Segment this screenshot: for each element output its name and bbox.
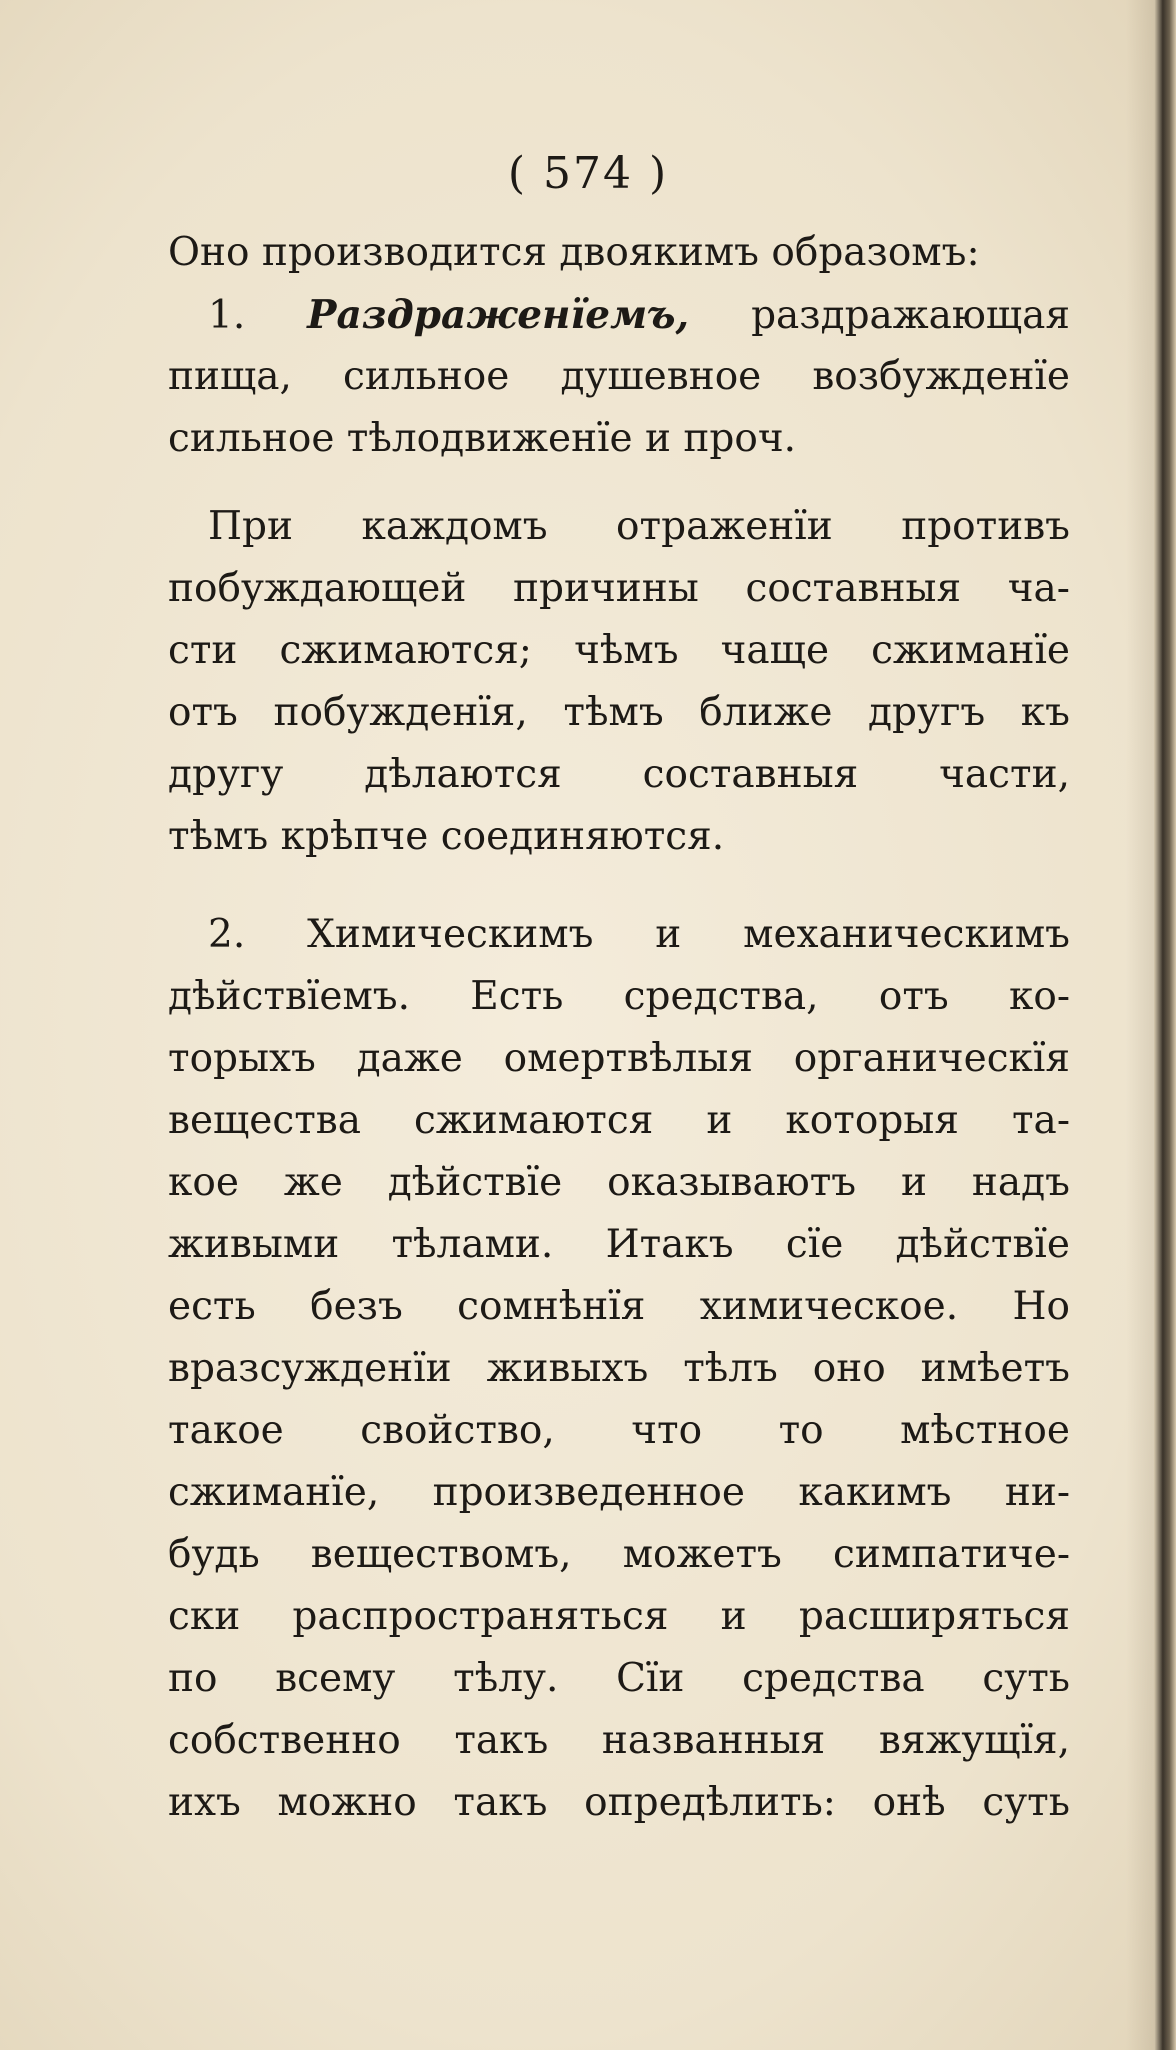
text-line: ихъ можно такъ опредѣлить: онѣ суть — [168, 1780, 1070, 1825]
text-line: сжиманïе, произведенное какимъ ни- — [168, 1470, 1070, 1515]
text-line: тѣмъ крѣпче соединяются. — [168, 814, 725, 859]
text-line: дѣйствïемъ. Есть средства, отъ ко- — [168, 974, 1070, 1019]
item-number: 1. — [208, 293, 246, 338]
paragraph-gap — [168, 868, 1070, 904]
text-line: ски распространяться и расширяться — [168, 1594, 1070, 1639]
text-line: Оно производится двоякимъ образомъ: — [168, 230, 980, 275]
binding-shadow — [1126, 0, 1154, 2050]
text-line: При каждомъ отраженïи противъ — [208, 504, 1070, 549]
text-line: побуждающей причины составныя ча- — [168, 566, 1070, 611]
text-line: есть безъ сомнѣнïя химическое. Но — [168, 1284, 1070, 1329]
text-line: будь веществомъ, можетъ симпатиче- — [168, 1532, 1070, 1577]
page-edge — [1154, 0, 1176, 2050]
text-line: пища, сильное душевное возбужденïе — [168, 354, 1070, 399]
text-fragment: раздражающая — [751, 293, 1070, 338]
text-line: другу дѣлаются составныя части, — [168, 752, 1070, 797]
text-line: собственно такъ названныя вяжущïя, — [168, 1718, 1070, 1763]
text-line: живыми тѣлами. Итакъ сïе дѣйствïе — [168, 1222, 1070, 1267]
text-line: вещества сжимаются и которыя та- — [168, 1098, 1070, 1143]
paragraph-gap — [168, 470, 1070, 496]
text-line: по всему тѣлу. Сïи средства суть — [168, 1656, 1070, 1701]
text-line: сильное тѣлодвиженïе и проч. — [168, 416, 797, 461]
text-line: вразсужденïи живыхъ тѣлъ оно имѣетъ — [168, 1346, 1070, 1391]
body-text — [168, 222, 1070, 1834]
text-line: торыхъ даже омертвѣлыя органическïя — [168, 1036, 1070, 1081]
text-line: такое свойство, что то мѣстное — [168, 1408, 1070, 1453]
page-number: ( 574 ) — [507, 148, 669, 199]
text-line — [168, 284, 1070, 346]
text-line: 2. Химическимъ и механическимъ — [208, 912, 1070, 957]
text-line: отъ побужденïя, тѣмъ ближе другъ къ — [168, 690, 1070, 735]
item-heading: Раздраженïемъ, — [307, 292, 690, 338]
text-line: кое же дѣйствïе оказываютъ и надъ — [168, 1160, 1070, 1205]
text-line: сти сжимаются; чѣмъ чаще сжиманïе — [168, 628, 1070, 673]
